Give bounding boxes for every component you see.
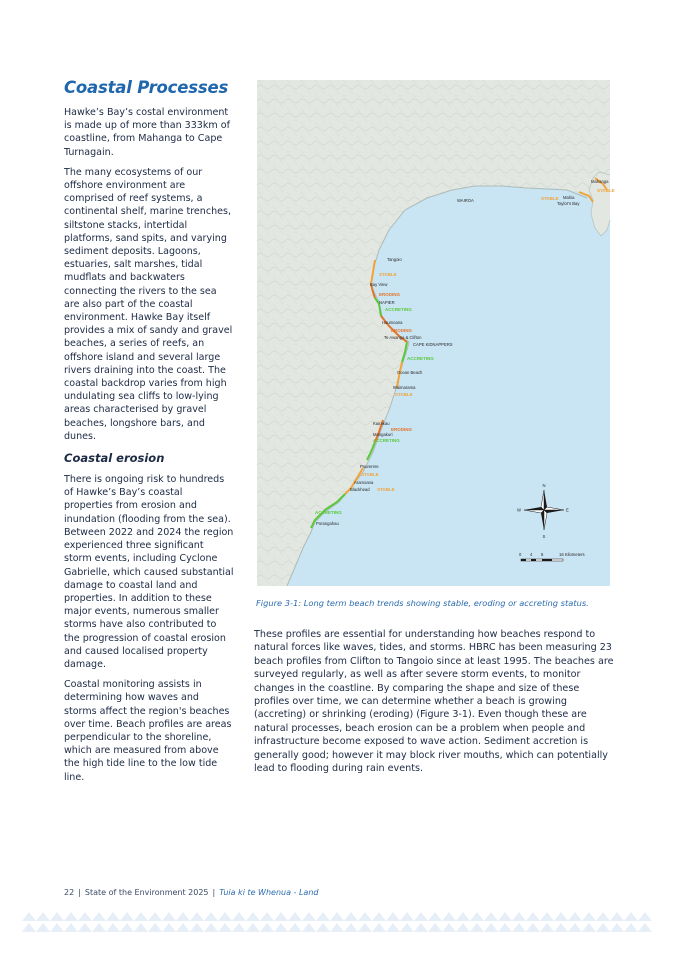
status-stable-mahanga: STABLE [597, 188, 615, 193]
status-stable-mahia: STABLE [541, 196, 559, 201]
compass-n: N [542, 483, 546, 488]
label-napier: NAPIER [379, 300, 395, 305]
status-accreting-mangakuri: ACCRETING [373, 438, 400, 443]
status-eroding-haumoana: ERODING [391, 328, 413, 333]
label-ocean-beach: Ocean Beach [397, 370, 423, 375]
label-pourerere: Pourerere [360, 464, 379, 469]
compass-w: W [517, 507, 521, 513]
label-haumoana: Haumoana [382, 320, 403, 325]
label-bay-view: Bay View [370, 282, 388, 287]
page-number: 22 [64, 888, 75, 897]
ecosystems-paragraph: The many ecosystems of our offshore environment are comprised of reef systems, a continental shelf, marine trenches, siltstone stacks, intertidal platforms, sand spits, and varying sediment deposits. Lagoons, estuaries, salt marshes, tidal mudflats and backwaters connecting the rivers to the sea are also part of the coastal environment. Hawke Bay itself provides a mix of sandy and gravel beaches, a series of reefs, an offshore island and several large rivers draining into the coast. The coastal backdrop varies from high undulating sea cliffs to low-lying areas characterised by gravel beaches, longshore bars, and dunes. [64, 166, 233, 442]
scale-0: 0 [519, 552, 522, 557]
label-te-awanga: Te Awanga & Clifton [384, 335, 422, 340]
decorative-pattern [22, 910, 652, 934]
scale-4: 4 [530, 552, 533, 557]
scale-8: 8 [541, 552, 544, 557]
page-footer: 22 | State of the Environment 2025 | Tuia ki te Whenua - Land [64, 888, 319, 897]
monitoring-paragraph: Coastal monitoring assists in determining how waves and storms affect the region's beaches over time. Beach profiles are areas perpendicular to the shoreline, which are measured from above the high tide line to the low tide line. [64, 679, 232, 783]
intro-paragraph: Hawke’s Bay’s costal environment is made up of more than 333km of coastline, from Mahanga to Cape Turnagain. [64, 107, 230, 158]
status-accreting-napier: ACCRETING [385, 307, 412, 312]
label-mahanga: Mahanga [591, 179, 609, 184]
compass-e: E [566, 507, 569, 513]
label-waimarama: Waimarama [393, 385, 416, 390]
label-cape-kidnappers: CAPE KIDNAPPERS [413, 342, 453, 347]
status-stable-blackhead: STABLE [377, 487, 395, 492]
report-title: State of the Environment 2025 [84, 888, 209, 897]
section-maori-title: Tuia ki te Whenua - Land [219, 888, 319, 897]
label-aramoana: Aramoana [354, 480, 374, 485]
label-porangahau: Porangahau [316, 521, 339, 526]
label-taylors-bay: Taylor's Bay [557, 201, 580, 206]
scale-16: 16 Kilometers [559, 552, 585, 557]
compass-s: S [542, 534, 546, 539]
label-mahia: Mahia [563, 195, 575, 200]
status-stable-waimarama: STABLE [395, 392, 413, 397]
label-kairakau: Kairakau [373, 421, 390, 426]
status-eroding-bay-view: ERODING [379, 292, 401, 297]
label-mangakuri: Mangakuri [373, 432, 393, 437]
label-wairoa: WAIROA [457, 198, 474, 203]
label-tangoio: Tangoio [387, 257, 402, 262]
status-stable-tangoio: STABLE [379, 272, 397, 277]
status-accreting-cape: ACCRETING [407, 356, 434, 361]
erosion-paragraph: There is ongoing risk to hundreds of Hawke’s Bay’s coastal properties from erosion and inundation (flooding from the sea). Between 2022 and 2024 the region experienced three significant storm events, including Cyclone Gabrielle, which caused substantial damage to coastal land and properties. In addition to these major events, numerous smaller storms have also contributed to the progression of coastal erosion and caused localised property damage. [64, 474, 234, 670]
figure-caption: Figure 3-1: Long term beach trends showing stable, eroding or accreting status. [256, 598, 589, 608]
coastline-map [257, 80, 615, 586]
profiles-paragraph: These profiles are essential for understanding how beaches respond to natural forces like waves, tides, and storms. HBRC has been measuring 23 beach profiles from Clifton to Tangoio since at least 1995. The beaches are surveyed regularly, as well as after severe storm events, to monitor changes in the coastline. By comparing the shape and size of these profiles over time, we can determine whether a beach is growing (accreting) or shrinking (eroding) (Figure 3-1). Even though these are natural processes, beach erosion can be a problem when people and infrastructure become exposed to wave action. Sediment accretion is generally good; however it may block river mouths, which can potentially lead to flooding during rain events. [254, 629, 614, 775]
section-title: Coastal Processes [64, 78, 229, 97]
status-stable-pourerere: STABLE [361, 472, 379, 477]
coastal-erosion-heading: Coastal erosion [64, 451, 165, 466]
label-blackhead: Blackhead [350, 487, 370, 492]
status-eroding-kairakau: ERODING [391, 427, 413, 432]
status-accreting-porangahau: ACCRETING [315, 510, 342, 515]
left-column [64, 78, 234, 791]
